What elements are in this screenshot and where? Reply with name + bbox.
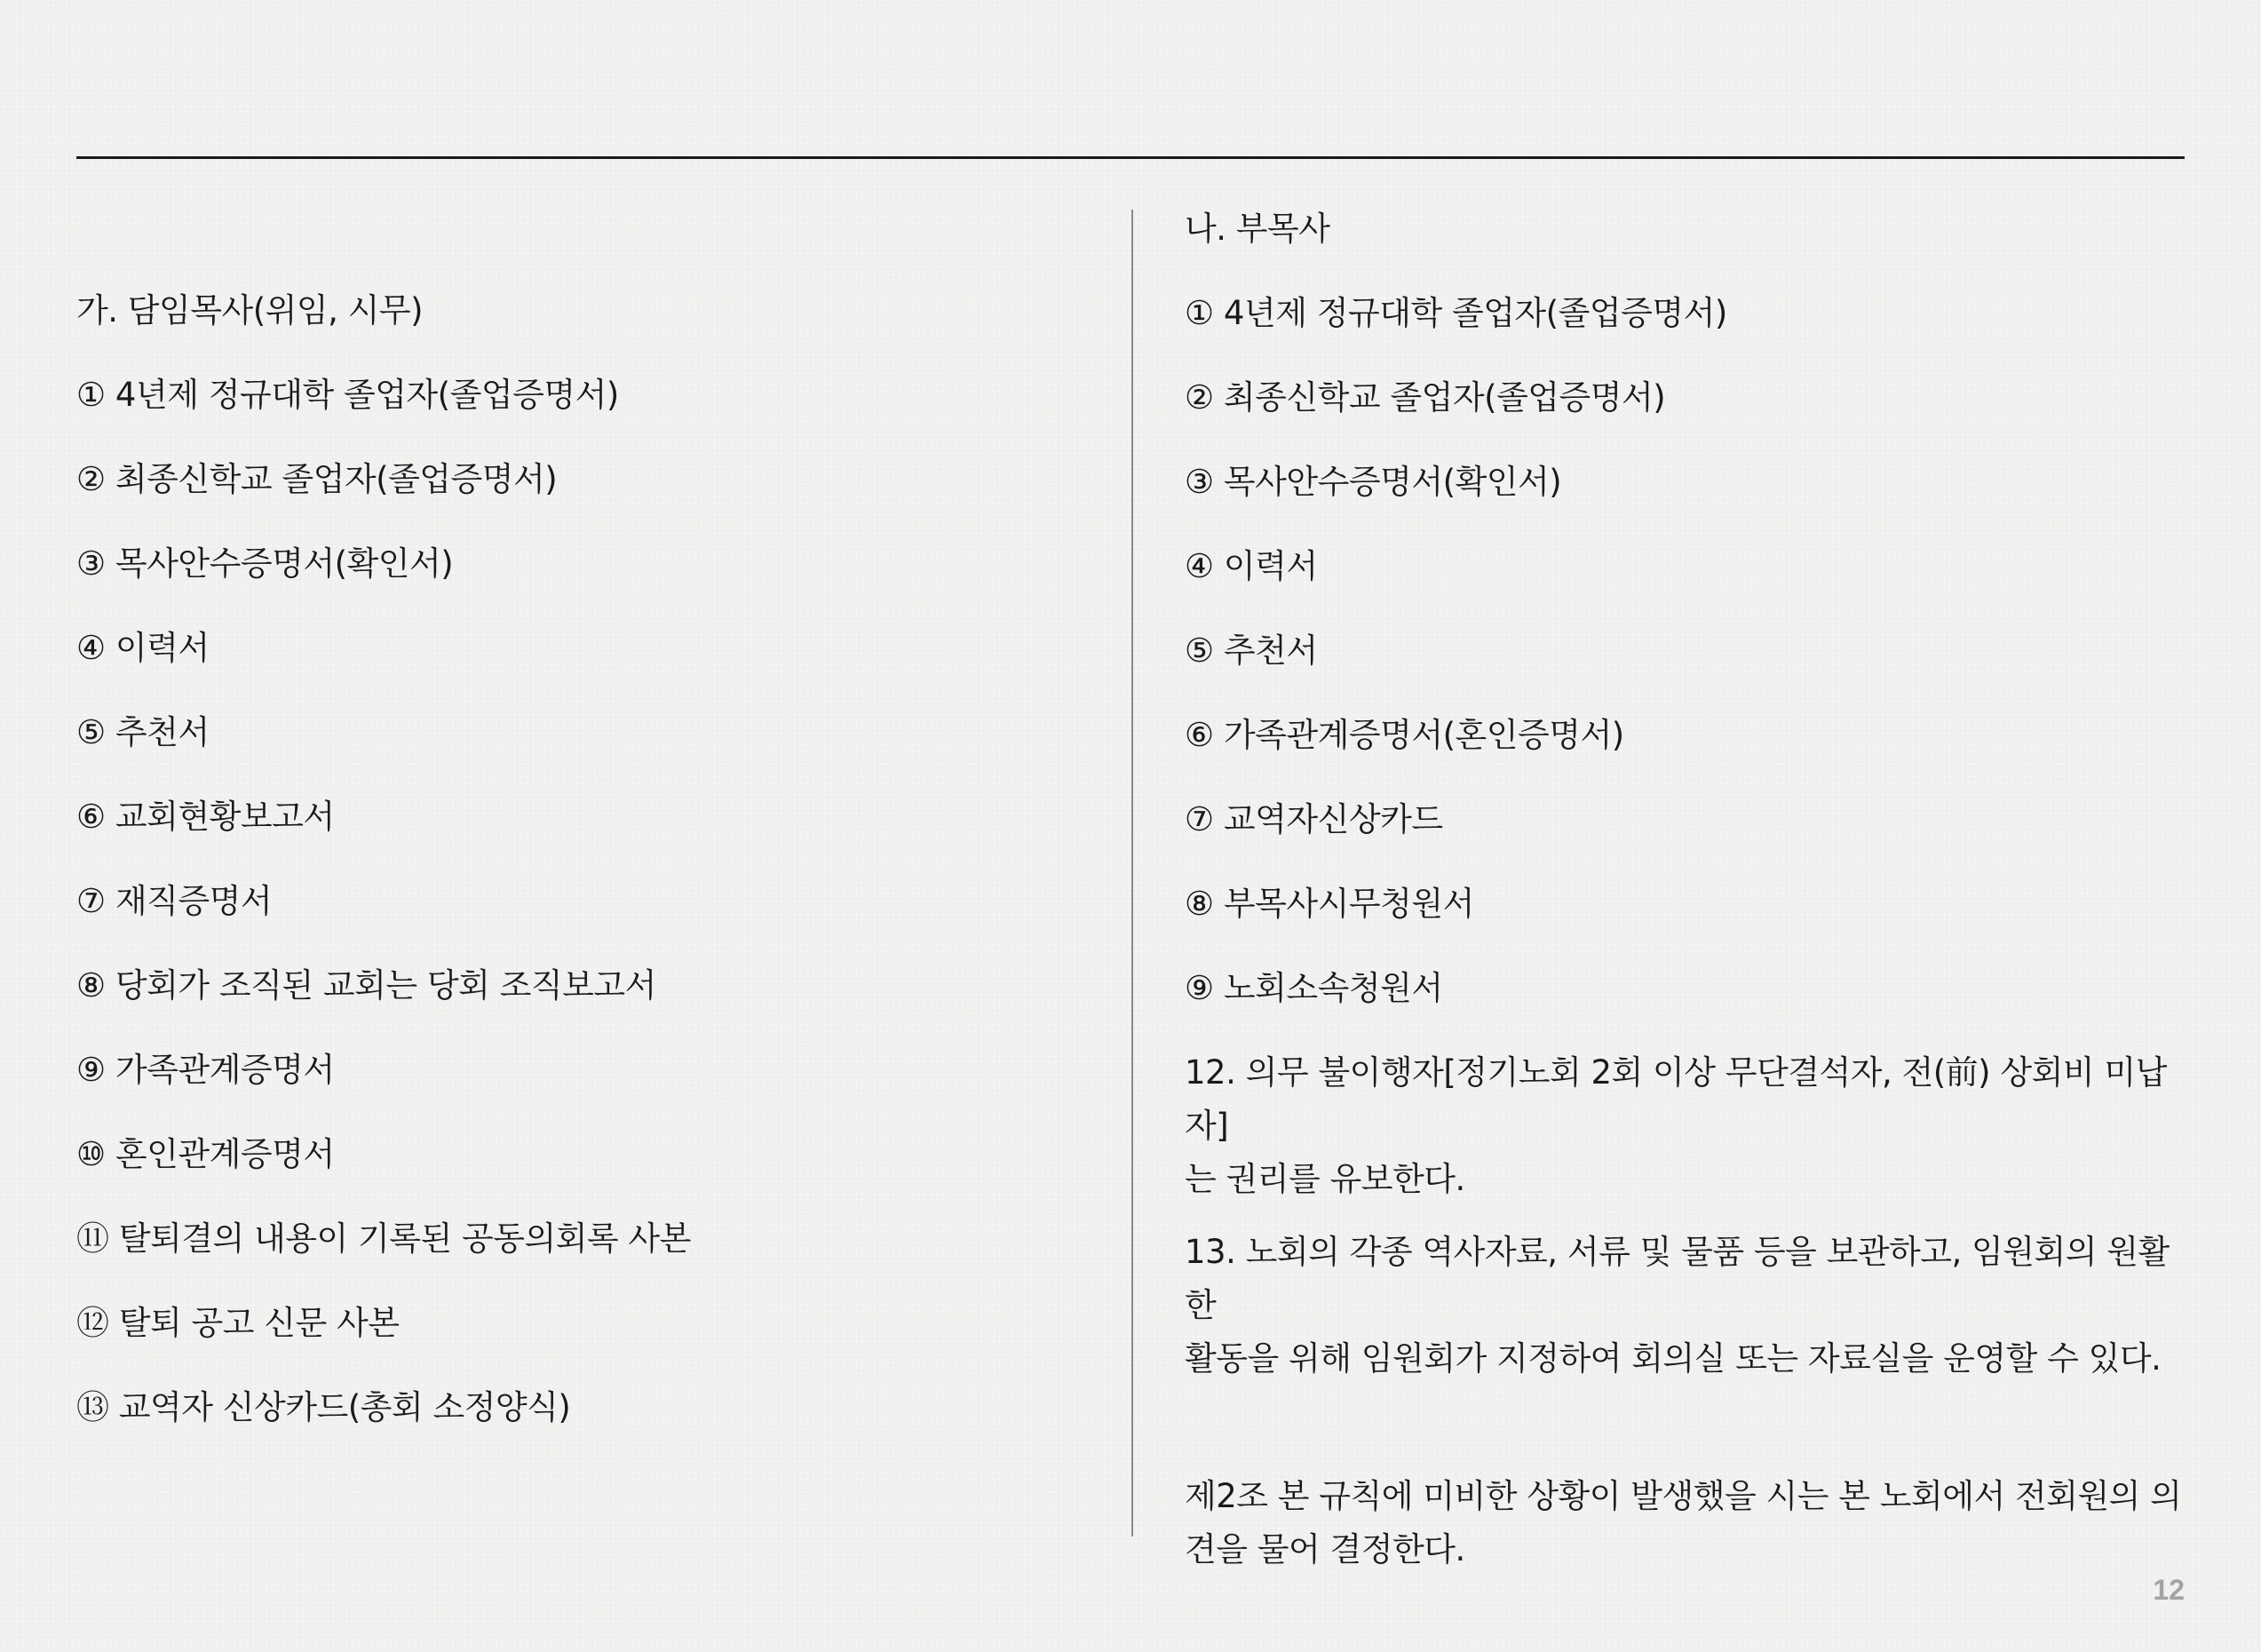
list-item: ⑩ 혼인관계증명서 <box>76 1135 335 1173</box>
list-item: ⑦ 재직증명서 <box>76 882 273 920</box>
list-item: ① 4년제 정규대학 졸업자(졸업증명서) <box>1185 294 1727 332</box>
list-item: ④ 이력서 <box>1185 547 1318 585</box>
list-item: ③ 목사안수증명서(확인서) <box>76 544 454 583</box>
list-item: ⑧ 당회가 조직된 교회는 당회 조직보고서 <box>76 966 656 1005</box>
list-item: ⑨ 가족관계증명서 <box>76 1051 335 1089</box>
section-heading-ga: 가. 담임목사(위임, 시무) <box>76 291 424 330</box>
section-heading-na: 나. 부목사 <box>1185 210 1330 248</box>
list-item: ② 최종신학교 졸업자(졸업증명서) <box>76 460 558 498</box>
paragraph-13-line-2: 활동을 위해 임원회가 지정하여 회의실 또는 자료실을 운영할 수 있다. <box>1185 1339 2162 1378</box>
paragraph-12 <box>1185 1046 2188 1206</box>
list-item: ③ 목사안수증명서(확인서) <box>1185 463 1562 501</box>
paragraph-12-line-2: 는 권리를 유보한다. <box>1185 1160 1465 1198</box>
list-item: ⑤ 추천서 <box>1185 631 1318 670</box>
paragraph-12-line-1: 12. 의무 불이행자[정기노회 2회 이상 무단결석자, 전(前) 상회비 미납자] <box>1185 1053 2167 1145</box>
list-item: ⑫ 탈퇴 공고 신문 사본 <box>76 1304 400 1342</box>
left-column <box>76 284 1098 1465</box>
list-item: ⑥ 교회현황보고서 <box>76 798 335 836</box>
article-2-line-1: 제2조 본 규칙에 미비한 상황이 발생했을 시는 본 노회에서 전회원의 의 <box>1185 1477 2182 1515</box>
column-divider <box>1131 210 1133 1537</box>
list-item: ⑦ 교역자신상카드 <box>1185 800 1443 838</box>
list-item: ④ 이력서 <box>76 629 210 667</box>
list-item: ⑥ 가족관계증명서(혼인증명서) <box>1185 716 1624 754</box>
list-item: ⑬ 교역자 신상카드(총회 소정양식) <box>76 1388 571 1426</box>
paragraph-13-line-1: 13. 노회의 각종 역사자료, 서류 및 물품 등을 보관하고, 임원회의 원활한 <box>1185 1233 2170 1324</box>
paragraph-13 <box>1185 1226 2188 1386</box>
article-2 <box>1185 1470 2188 1577</box>
list-item: ⑨ 노회소속청원서 <box>1185 969 1443 1007</box>
page-number: 12 <box>2153 1574 2185 1606</box>
list-item: ① 4년제 정규대학 졸업자(졸업증명서) <box>76 376 619 414</box>
top-rule <box>76 156 2185 159</box>
article-2-line-2: 견을 물어 결정한다. <box>1185 1530 1465 1569</box>
list-item: ⑤ 추천서 <box>76 713 210 751</box>
list-item: ② 최종신학교 졸업자(졸업증명서) <box>1185 378 1666 417</box>
list-item: ⑧ 부목사시무청원서 <box>1185 885 1474 923</box>
right-column <box>1185 203 2188 1596</box>
list-item: ⑪ 탈퇴결의 내용이 기록된 공동의회록 사본 <box>76 1219 691 1258</box>
